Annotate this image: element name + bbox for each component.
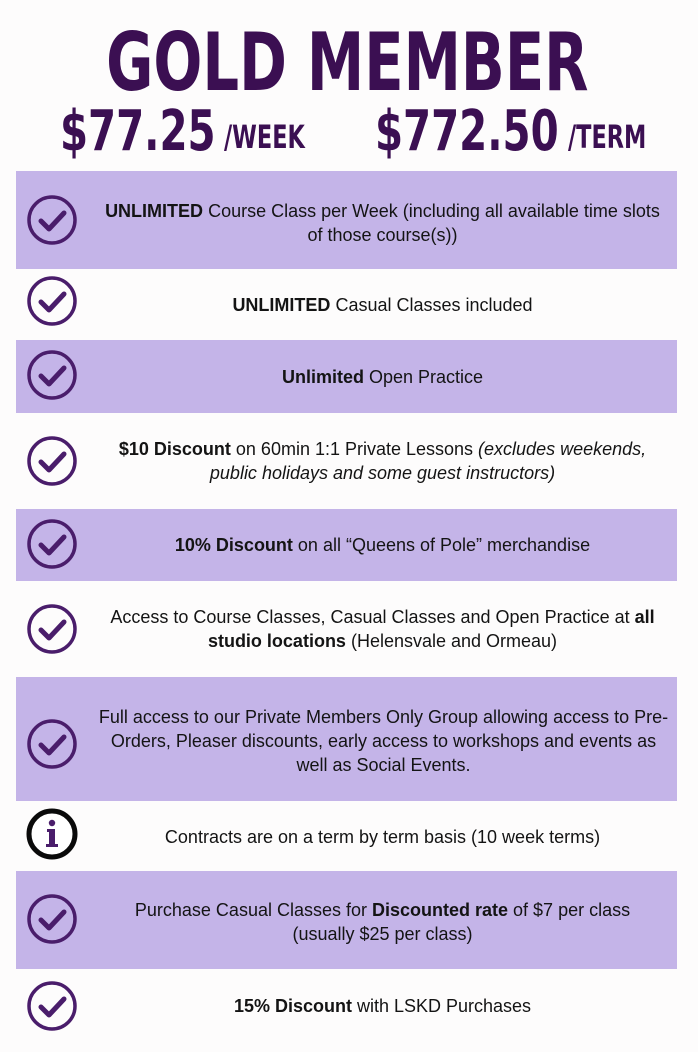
check-circle-icon xyxy=(25,979,79,1033)
benefit-text: Unlimited Open Practice xyxy=(281,367,484,387)
benefit-row xyxy=(16,871,677,969)
benefit-text: 15% Discount with LSKD Purchases xyxy=(233,996,532,1016)
check-circle-icon xyxy=(25,517,79,571)
benefit-text: 10% Discount on all “Queens of Pole” merchandise xyxy=(174,535,591,555)
benefit-row xyxy=(16,581,677,677)
check-circle-icon xyxy=(25,717,79,771)
benefit-text: Contracts are on a term by term basis (10 week terms) xyxy=(164,827,601,847)
benefit-row xyxy=(16,413,677,509)
price-week: $77.25 xyxy=(60,99,216,164)
price-term: $772.50 xyxy=(375,99,559,164)
benefit-text: Access to Course Classes, Casual Classes and Open Practice at all studio locations (Helensvale and Ormeau) xyxy=(110,607,655,651)
benefit-row xyxy=(16,677,677,801)
page-title: GOLD MEMBER xyxy=(106,16,589,109)
benefit-row xyxy=(16,969,677,1047)
check-circle-icon xyxy=(25,193,79,247)
benefit-text: Full access to our Private Members Only Group allowing access to Pre-Orders, Pleaser discounts, early access to workshops and events as well as Social Events. xyxy=(98,707,669,775)
benefit-text: UNLIMITED Course Class per Week (including all available time slots of those course(s)) xyxy=(105,201,660,245)
benefit-row xyxy=(16,509,677,581)
benefit-text: UNLIMITED Casual Classes included xyxy=(232,295,533,315)
price-term-unit: /TERM xyxy=(568,118,647,156)
check-circle-icon xyxy=(25,892,79,946)
benefit-text: Purchase Casual Classes for Discounted rate of $7 per class (usually $25 per class) xyxy=(134,900,631,944)
info-circle-icon xyxy=(25,807,79,861)
benefit-row xyxy=(16,340,677,413)
benefit-row xyxy=(16,801,677,871)
check-circle-icon xyxy=(25,274,79,328)
price-week-unit: /WEEK xyxy=(224,118,305,156)
benefit-text: $10 Discount on 60min 1:1 Private Lessons (excludes weekends, public holidays and some guest instructors) xyxy=(118,439,647,483)
check-circle-icon xyxy=(25,348,79,402)
check-circle-icon xyxy=(25,434,79,488)
benefit-row xyxy=(16,171,677,269)
benefit-row xyxy=(16,269,677,340)
check-circle-icon xyxy=(25,602,79,656)
